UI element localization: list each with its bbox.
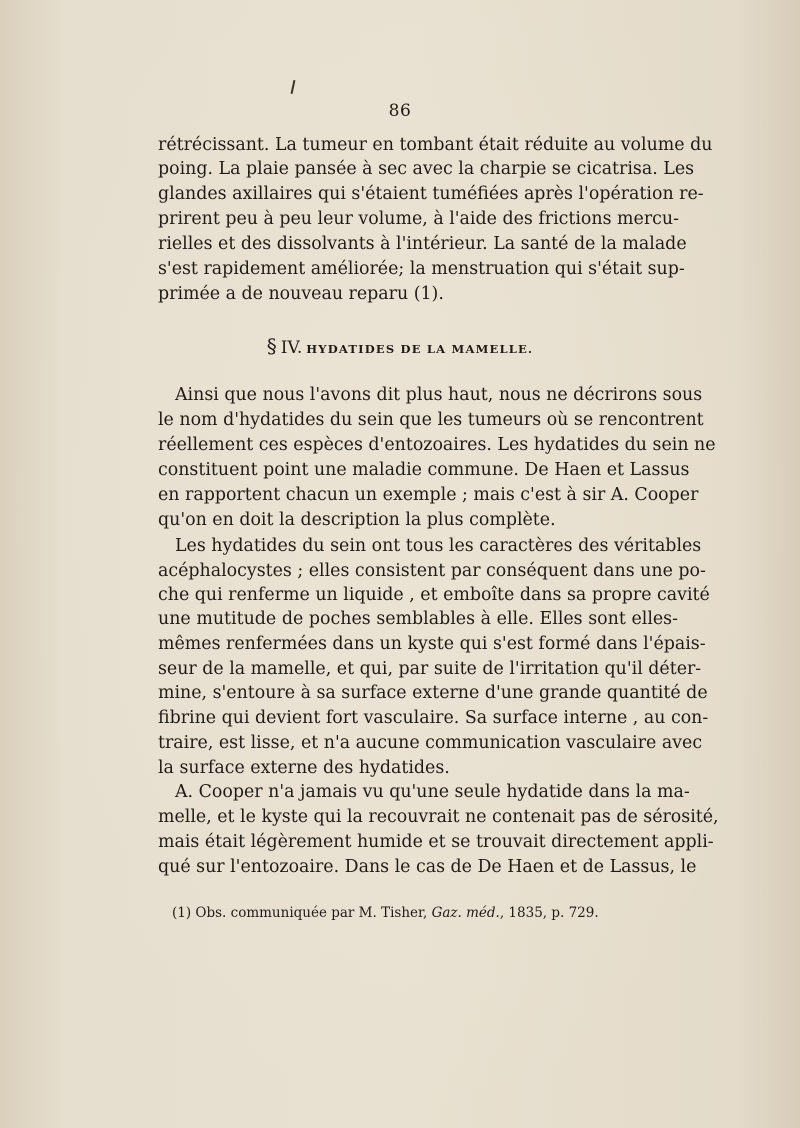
text-line: constituent point une maladie commune. De Haen et Lassus [158,460,690,480]
text-line: seur de la mamelle, et qui, par suite de l'irritation qu'il déter- [158,659,702,679]
text-line: le nom d'hydatides du sein que les tumeurs où se rencontrent [158,410,704,430]
text-line: qué sur l'entozoaire. Dans le cas de De Haen et de Lassus, le [158,857,697,877]
text-line: une mutitude de poches semblables à elle. Elles sont elles- [158,609,678,629]
text-line: rielles et des dissolvants à l'intérieur. La santé de la malade [158,234,687,254]
page-number: 86 [388,101,412,121]
text-line: acéphalocystes ; elles consistent par conséquent dans une po- [158,561,706,581]
text-line: Les hydatides du sein ont tous les caractères des véritables [175,536,702,556]
text-line: traire, est lisse, et n'a aucune communication vasculaire avec [158,733,703,753]
text-line: glandes axillaires qui s'étaient tuméfiées après l'opération re- [158,184,704,204]
text-line: mêmes renfermées dans un kyste qui s'est formé dans l'épais- [158,634,706,654]
text-line: mais était légèrement humide et se trouvait directement appli- [158,832,714,852]
text-line: A. Cooper n'a jamais vu qu'une seule hydatide dans la ma- [175,782,690,802]
text-line: primée a de nouveau reparu (1). [158,284,444,304]
section-number: IV. [280,338,303,358]
footnote [172,905,599,921]
section-sign: § [266,334,277,358]
text-line: prirent peu à peu leur volume, à l'aide des frictions mercu- [158,209,679,229]
text-line: réellement ces espèces d'entozoaires. Les hydatides du sein ne [158,435,716,455]
section-title: HYDATIDES DE LA MAMELLE. [306,342,534,356]
text-line: s'est rapidement améliorée; la menstruation qui s'était sup- [158,259,685,279]
text-line: qu'on en doit la description la plus complète. [158,510,556,530]
text-line: poing. La plaie pansée à sec avec la charpie se cicatrisa. Les [158,159,695,179]
text-line: che qui renferme un liquide , et emboîte dans sa propre cavité [158,585,710,605]
footnote-text: (1) Obs. communiquée par M. Tisher, [172,905,432,921]
section-heading [0,334,800,358]
text-line: mine, s'entoure à sa surface externe d'une grande quantité de [158,683,708,703]
ink-mark [291,80,296,94]
text-line: la surface externe des hydatides. [158,758,450,778]
text-line: fibrine qui devient fort vasculaire. Sa surface interne , au con- [158,708,709,728]
text-line: en rapportent chacun un exemple ; mais c'est à sir A. Cooper [158,485,699,505]
footnote-citation: , 1835, p. 729. [499,905,599,921]
text-line: melle, et le kyste qui la recouvrait ne contenait pas de sérosité, [158,807,719,827]
footnote-journal: Gaz. méd. [431,905,500,921]
text-line: rétrécissant. La tumeur en tombant était réduite au volume du [158,135,713,155]
text-line: Ainsi que nous l'avons dit plus haut, nous ne décrirons sous [175,385,703,405]
